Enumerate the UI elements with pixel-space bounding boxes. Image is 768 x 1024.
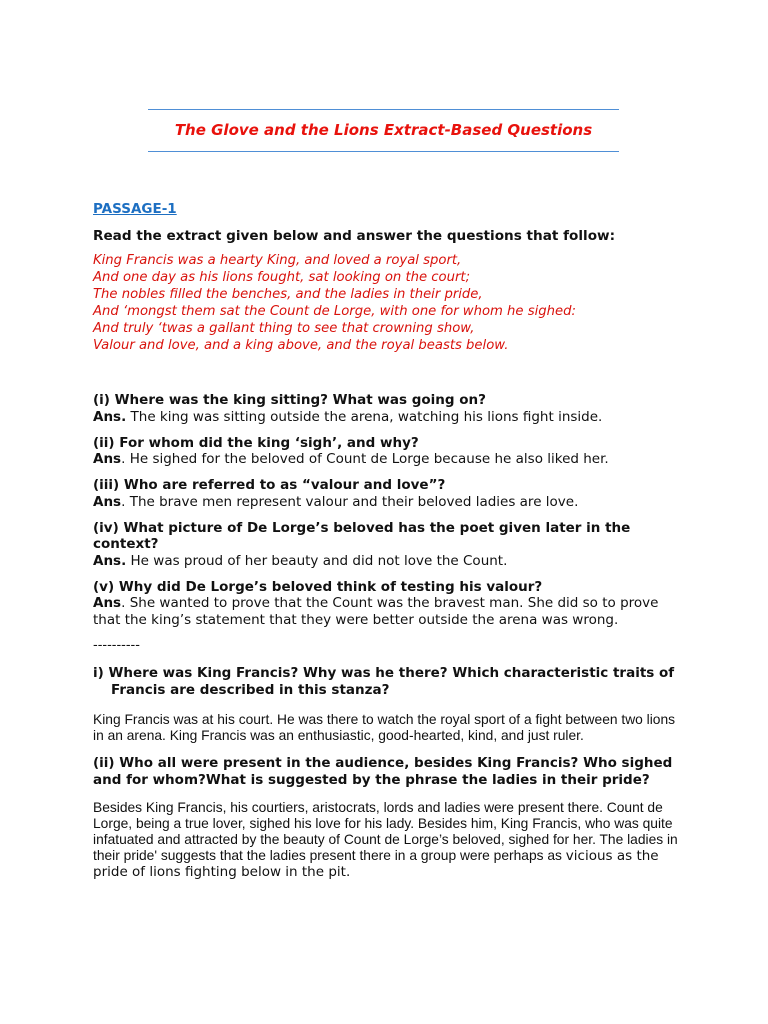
poem-line: And ‘mongst them sat the Count de Lorge, with one for whom he sighed: <box>93 304 576 319</box>
answer-text <box>93 409 683 426</box>
question-text: (iv) What picture of De Lorge’s beloved has the poet given later in the context? <box>93 519 631 552</box>
poem-line: And one day as his lions fought, sat looking on the court; <box>93 270 471 285</box>
question-text: (iii) Who are referred to as “valour and love”? <box>93 477 446 493</box>
answer-text <box>93 451 683 468</box>
poem-extract <box>93 252 683 354</box>
passage-heading-link[interactable]: PASSAGE-1 <box>93 201 177 217</box>
question-answer-5 <box>93 579 683 630</box>
answer-text <box>93 595 683 629</box>
poem-line: And truly ‘twas a gallant thing to see that crowning show, <box>93 321 475 336</box>
answer-body: . The brave men represent valour and their beloved ladies are love. <box>121 493 579 510</box>
answer-seven <box>93 800 683 880</box>
question-text: (v) Why did De Lorge’s beloved think of testing his valour? <box>93 578 543 595</box>
question-answer-2 <box>93 435 683 469</box>
question-answer-4 <box>93 520 683 570</box>
section-divider: ---------- <box>93 638 140 653</box>
answer-body: The king was sitting outside the arena, watching his lions fight inside. <box>126 408 603 425</box>
poem-line: King Francis was a hearty King, and loved a royal sport, <box>93 253 462 268</box>
question-text: (ii) For whom did the king ‘sigh’, and why? <box>93 434 419 451</box>
document-body <box>93 201 683 880</box>
question-text: (i) Where was the king sitting? What was going on? <box>93 392 486 408</box>
instruction-text: Read the extract given below and answer the questions that follow: <box>93 228 616 244</box>
question-six: i) Where was King Francis? Why was he there? Which characteristic traits of Francis are described in this stanza? <box>93 665 675 698</box>
poem-line: The nobles filled the benches, and the ladies in their pride, <box>93 287 483 302</box>
answer-seven-tail: vicious as the pride of lions fighting below in the pit. <box>93 848 659 880</box>
answer-text <box>93 553 683 570</box>
answer-seven-body: Besides King Francis, his courtiers, aristocrats, lords and ladies were present there. Count de Lorge, being a true lover, sighed his love for his lady. Besides him, King Francis, who was quite infatuated and attracted by the beauty of Count de Lorge’s beloved, sighed for her. The ladies in their pride' suggests that the ladies present there in a group were perhaps as <box>93 800 678 863</box>
question-answer-1 <box>93 392 683 426</box>
answer-six: King Francis was at his court. He was there to watch the royal sport of a fight between two lions in an arena. King Francis was an enthusiastic, good-hearted, kind, and just ruler. <box>93 712 676 743</box>
answer-label: Ans <box>93 451 122 467</box>
title-top-rule <box>148 109 619 110</box>
answer-label: Ans <box>93 493 122 510</box>
answer-label: Ans <box>93 595 122 611</box>
answer-text <box>93 494 683 511</box>
answer-label: Ans. <box>93 408 127 425</box>
answer-body: He was proud of her beauty and did not love the Count. <box>126 552 508 569</box>
answer-body: . She wanted to prove that the Count was the bravest man. She did so to prove that the king’s statement that they were better outside the arena was wrong. <box>93 595 659 628</box>
title-bottom-rule <box>148 151 619 152</box>
page-title: The Glove and the Lions Extract-Based Questions <box>174 121 593 139</box>
question-answer-3 <box>93 477 683 511</box>
answer-body: . He sighed for the beloved of Count de Lorge because he also liked her. <box>121 451 609 467</box>
question-seven: (ii) Who all were present in the audience, besides King Francis? Who sighed and for whom?What is suggested by the phrase the ladies in their pride? <box>93 755 673 788</box>
answer-label: Ans. <box>93 552 127 569</box>
poem-line: Valour and love, and a king above, and the royal beasts below. <box>93 338 509 353</box>
